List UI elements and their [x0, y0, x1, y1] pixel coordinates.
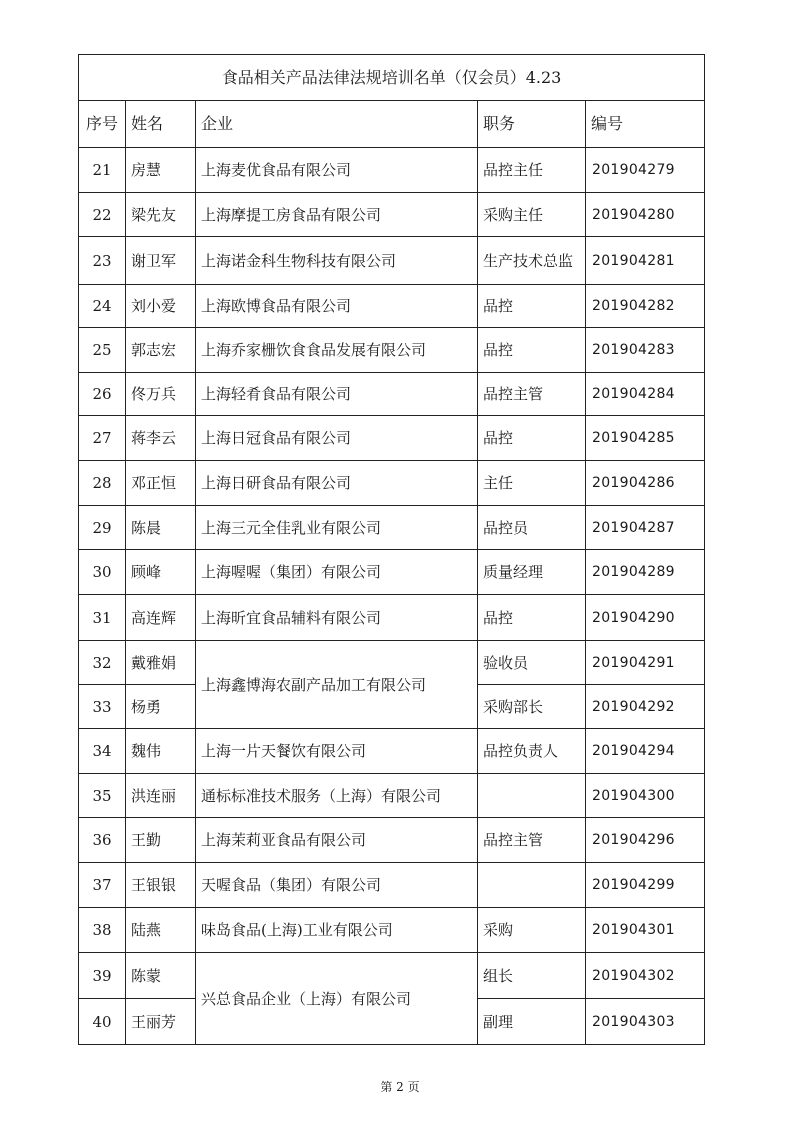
- row-code: 201904280: [586, 193, 705, 237]
- row-no: 26: [79, 373, 126, 416]
- row-position: [478, 774, 586, 818]
- table-row: [79, 285, 705, 328]
- row-name: 谢卫军: [126, 237, 196, 285]
- roster-table: [78, 54, 705, 1045]
- row-company: 上海三元全佳乳业有限公司: [196, 506, 478, 550]
- row-code: 201904290: [586, 595, 705, 641]
- row-company: 兴总食品企业（上海）有限公司: [196, 953, 478, 1045]
- row-position: 采购: [478, 908, 586, 953]
- title-row: [79, 55, 705, 101]
- row-position: 采购部长: [478, 685, 586, 729]
- table-row: [79, 237, 705, 285]
- table-row: [79, 908, 705, 953]
- row-no: 28: [79, 461, 126, 506]
- row-name: 陈蒙: [126, 953, 196, 999]
- row-code: 201904294: [586, 729, 705, 774]
- row-name: 魏伟: [126, 729, 196, 774]
- row-position: [478, 863, 586, 908]
- row-code: 201904287: [586, 506, 705, 550]
- table-row: [79, 193, 705, 237]
- row-code: 201904279: [586, 148, 705, 193]
- row-no: 36: [79, 818, 126, 863]
- row-code: 201904299: [586, 863, 705, 908]
- row-name: 房慧: [126, 148, 196, 193]
- row-company: 上海乔家栅饮食食品发展有限公司: [196, 328, 478, 373]
- row-position: 验收员: [478, 641, 586, 685]
- row-name: 陆燕: [126, 908, 196, 953]
- row-company: 上海欧博食品有限公司: [196, 285, 478, 328]
- row-name: 王勤: [126, 818, 196, 863]
- row-company: 上海一片天餐饮有限公司: [196, 729, 478, 774]
- row-name: 戴雅娟: [126, 641, 196, 685]
- table-row: [79, 506, 705, 550]
- row-code: 201904303: [586, 999, 705, 1045]
- row-position: 采购主任: [478, 193, 586, 237]
- row-no: 33: [79, 685, 126, 729]
- row-company: 天喔食品（集团）有限公司: [196, 863, 478, 908]
- row-position: 品控: [478, 416, 586, 461]
- row-position: 品控主任: [478, 148, 586, 193]
- row-company: 上海茉莉亚食品有限公司: [196, 818, 478, 863]
- header-company: 企业: [196, 101, 478, 148]
- row-position: 副理: [478, 999, 586, 1045]
- row-position: 品控主管: [478, 818, 586, 863]
- row-name: 刘小爱: [126, 285, 196, 328]
- row-company: 上海鑫博海农副产品加工有限公司: [196, 641, 478, 729]
- row-company: 上海摩提工房食品有限公司: [196, 193, 478, 237]
- row-no: 31: [79, 595, 126, 641]
- table-row: [79, 774, 705, 818]
- header-row: [79, 101, 705, 148]
- table-row: [79, 595, 705, 641]
- row-no: 29: [79, 506, 126, 550]
- table-row: [79, 641, 705, 685]
- header-no: 序号: [79, 101, 126, 148]
- row-code: 201904286: [586, 461, 705, 506]
- row-company: 上海喔喔（集团）有限公司: [196, 550, 478, 595]
- row-company: 上海日研食品有限公司: [196, 461, 478, 506]
- row-code: 201904296: [586, 818, 705, 863]
- header-code: 编号: [586, 101, 705, 148]
- row-code: 201904282: [586, 285, 705, 328]
- table-row: [79, 461, 705, 506]
- row-code: 201904301: [586, 908, 705, 953]
- row-name: 佟万兵: [126, 373, 196, 416]
- table-row: [79, 729, 705, 774]
- row-code: 201904292: [586, 685, 705, 729]
- table-row: [79, 953, 705, 999]
- row-code: 201904283: [586, 328, 705, 373]
- row-position: 品控: [478, 285, 586, 328]
- row-code: 201904300: [586, 774, 705, 818]
- row-position: 品控负责人: [478, 729, 586, 774]
- header-position: 职务: [478, 101, 586, 148]
- row-company: 上海麦优食品有限公司: [196, 148, 478, 193]
- row-name: 邓正恒: [126, 461, 196, 506]
- row-position: 品控员: [478, 506, 586, 550]
- table-row: [79, 550, 705, 595]
- table-row: [79, 148, 705, 193]
- row-no: 39: [79, 953, 126, 999]
- row-position: 品控: [478, 595, 586, 641]
- row-position: 质量经理: [478, 550, 586, 595]
- row-no: 27: [79, 416, 126, 461]
- row-no: 25: [79, 328, 126, 373]
- row-no: 37: [79, 863, 126, 908]
- row-name: 陈晨: [126, 506, 196, 550]
- row-no: 30: [79, 550, 126, 595]
- row-position: 品控: [478, 328, 586, 373]
- row-position: 品控主管: [478, 373, 586, 416]
- row-code: 201904289: [586, 550, 705, 595]
- table-row: [79, 373, 705, 416]
- row-position: 主任: [478, 461, 586, 506]
- row-name: 蒋李云: [126, 416, 196, 461]
- row-no: 32: [79, 641, 126, 685]
- row-no: 22: [79, 193, 126, 237]
- row-name: 洪连丽: [126, 774, 196, 818]
- row-name: 王丽芳: [126, 999, 196, 1045]
- row-company: 上海轻肴食品有限公司: [196, 373, 478, 416]
- row-name: 王银银: [126, 863, 196, 908]
- row-name: 高连辉: [126, 595, 196, 641]
- row-no: 38: [79, 908, 126, 953]
- row-no: 34: [79, 729, 126, 774]
- row-no: 23: [79, 237, 126, 285]
- row-code: 201904284: [586, 373, 705, 416]
- table-row: [79, 863, 705, 908]
- row-name: 杨勇: [126, 685, 196, 729]
- row-company: 通标标准技术服务（上海）有限公司: [196, 774, 478, 818]
- table-row: [79, 328, 705, 373]
- row-name: 顾峰: [126, 550, 196, 595]
- header-name: 姓名: [126, 101, 196, 148]
- row-no: 35: [79, 774, 126, 818]
- row-name: 郭志宏: [126, 328, 196, 373]
- table-row: [79, 416, 705, 461]
- row-company: 上海诺金科生物科技有限公司: [196, 237, 478, 285]
- row-code: 201904302: [586, 953, 705, 999]
- page-footer: 第 2 页: [380, 1080, 420, 1094]
- row-name: 梁先友: [126, 193, 196, 237]
- row-code: 201904285: [586, 416, 705, 461]
- row-code: 201904291: [586, 641, 705, 685]
- row-company: 上海日冠食品有限公司: [196, 416, 478, 461]
- row-position: 组长: [478, 953, 586, 999]
- row-company: 上海昕宜食品辅料有限公司: [196, 595, 478, 641]
- row-no: 21: [79, 148, 126, 193]
- row-no: 40: [79, 999, 126, 1045]
- document-title: 食品相关产品法律法规培训名单（仅会员）4.23: [79, 55, 705, 101]
- row-position: 生产技术总监: [478, 237, 586, 285]
- table-row: [79, 818, 705, 863]
- row-no: 24: [79, 285, 126, 328]
- row-code: 201904281: [586, 237, 705, 285]
- row-company: 味岛食品(上海)工业有限公司: [196, 908, 478, 953]
